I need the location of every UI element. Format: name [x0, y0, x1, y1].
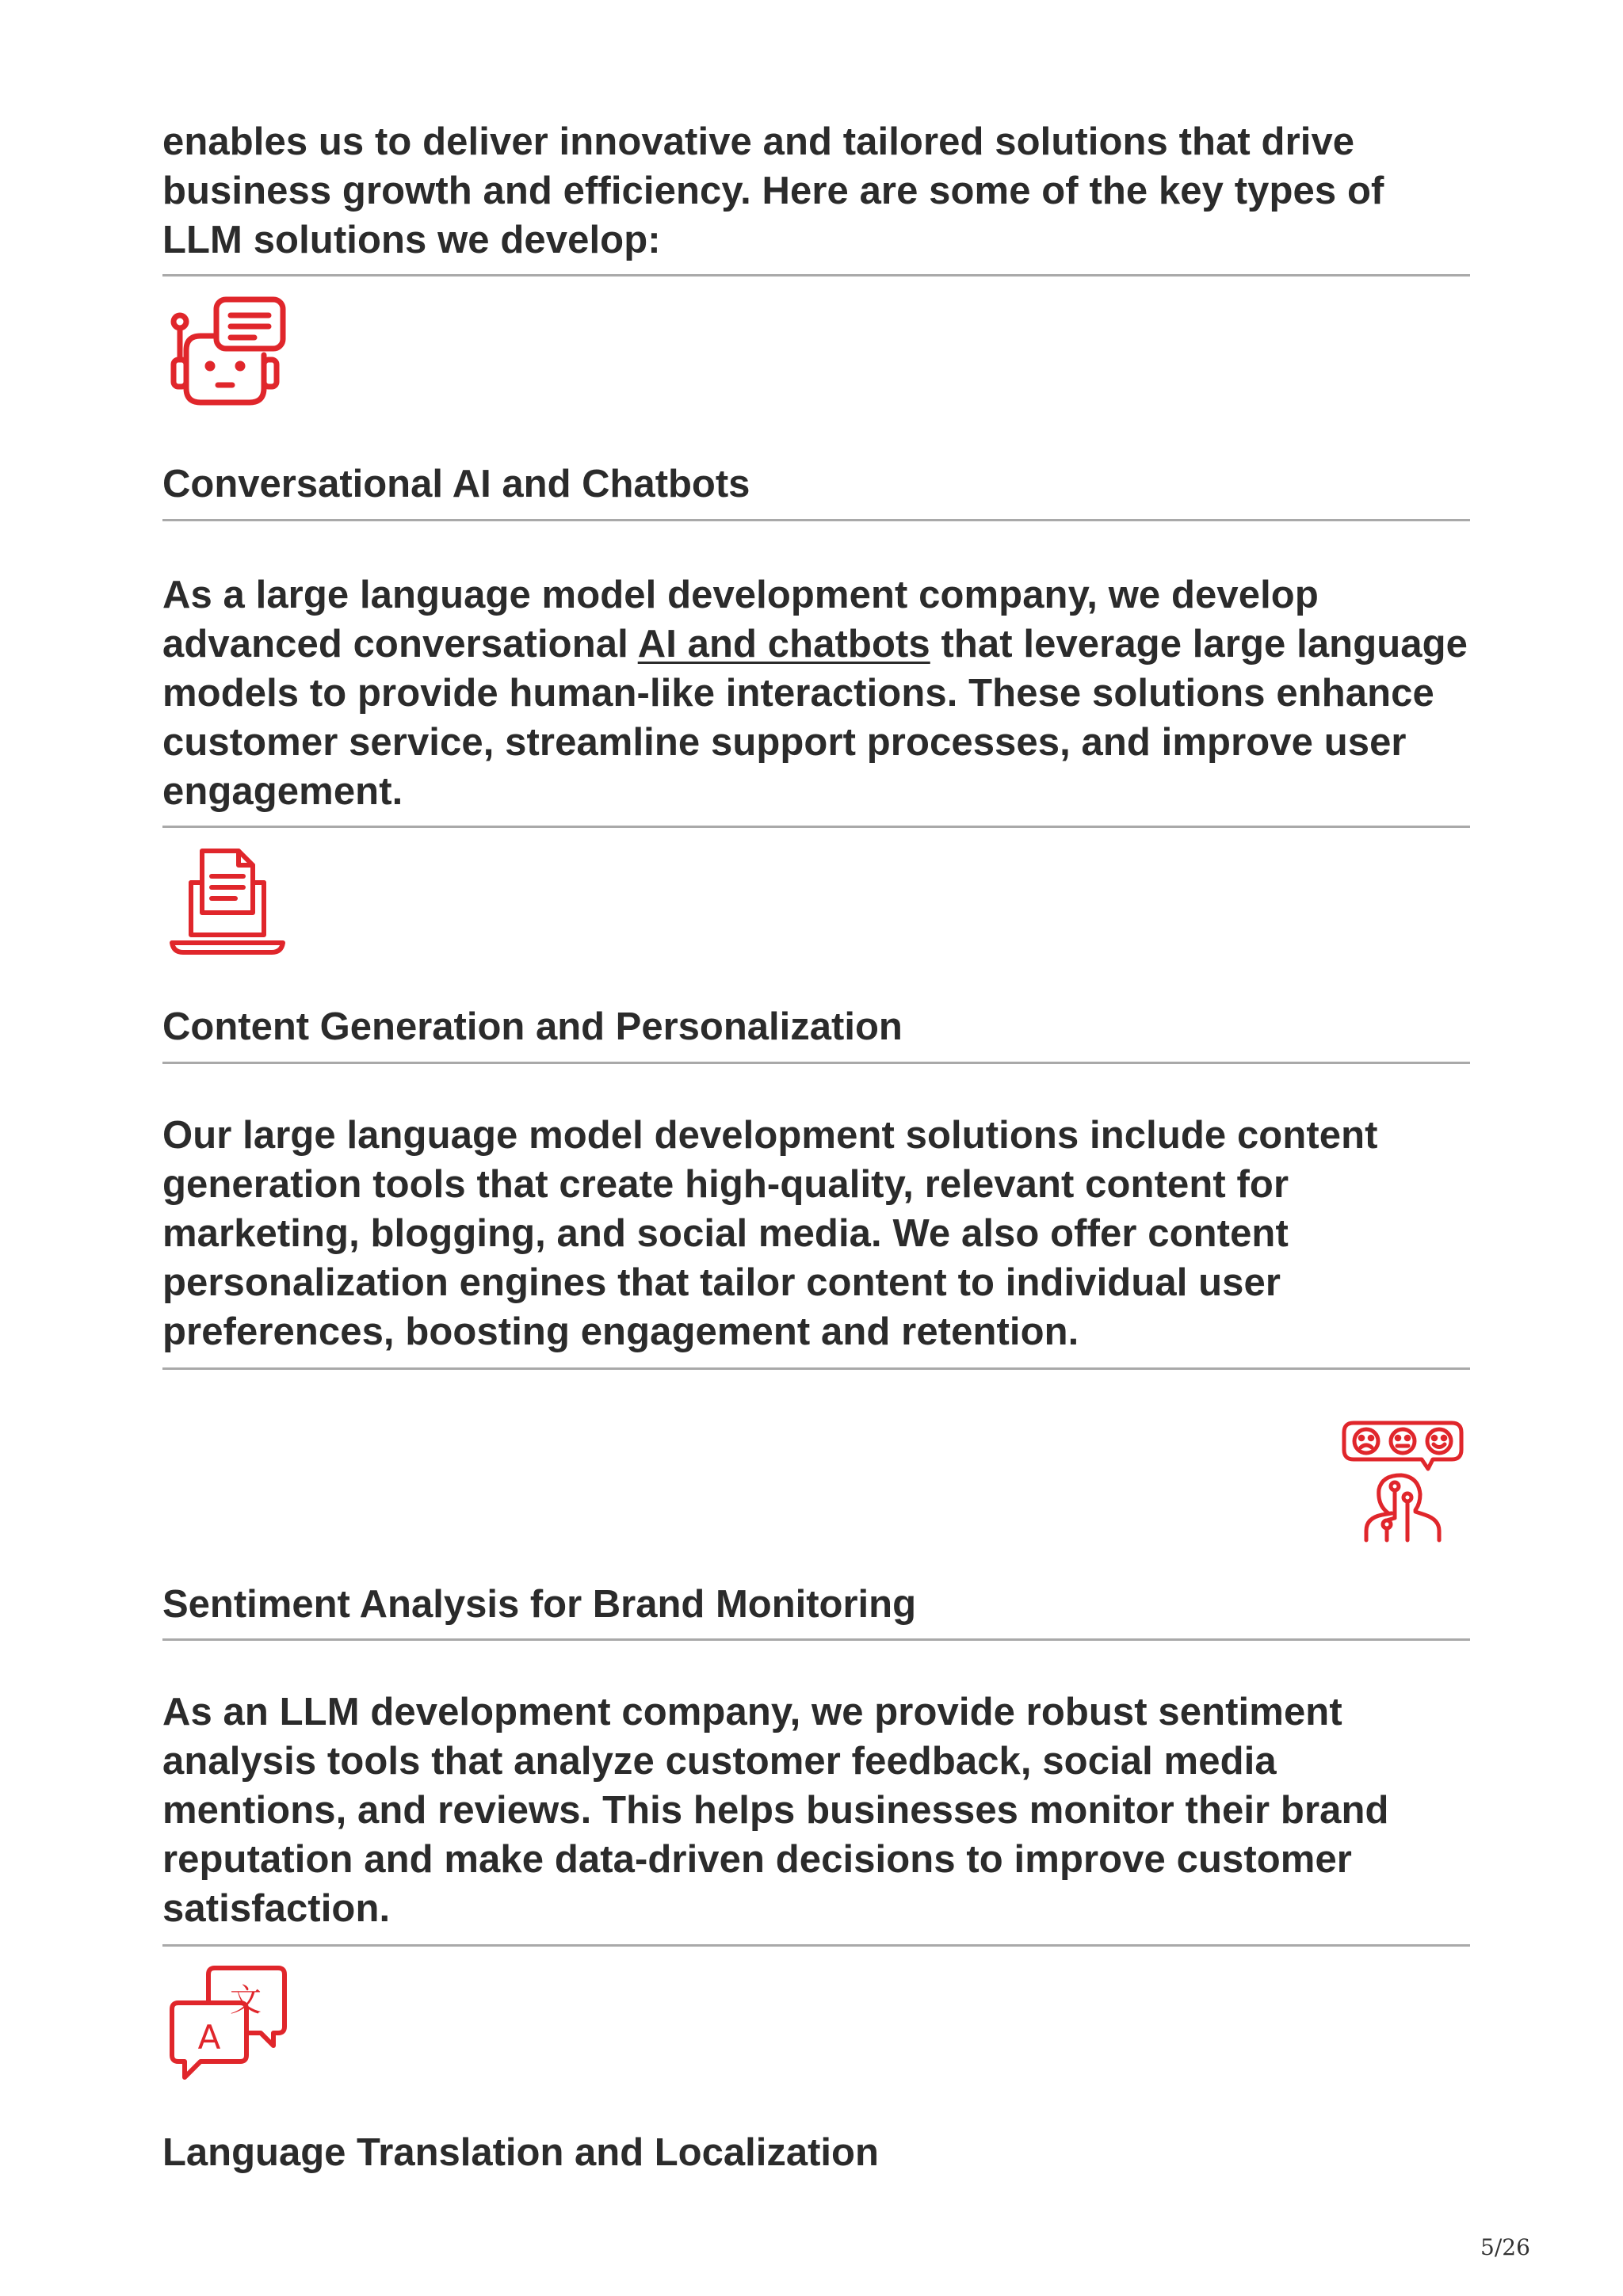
sentiment-faces-person-icon [1339, 1418, 1466, 1545]
body-text: As a large language model development company, we develop advanced conversational [162, 574, 1319, 666]
divider [162, 1062, 1470, 1064]
divider [162, 1638, 1470, 1641]
document-laptop-icon [162, 841, 289, 968]
divider [162, 1367, 1470, 1370]
section-body-chatbots [162, 570, 1470, 816]
section-body-sentiment-analysis: As an LLM development company, we provide robust sentiment analysis tools that analyze customer feedback, social media mentions, and reviews. This helps businesses monitor their brand reputation and make data-driven decisions to improve customer satisfaction. [162, 1691, 1389, 1930]
translation-glyph-b: 文 [230, 1982, 262, 2019]
divider [162, 826, 1470, 828]
section-title-content-generation: Content Generation and Personalization [162, 1005, 903, 1048]
page-number: 5/26 [1480, 2234, 1530, 2260]
section-title-language-translation: Language Translation and Localization [162, 2131, 879, 2174]
body-text: that leverage large language models to provide human-like interactions. These solutions enhance customer service, streamline support processes, and improve user engagement. [162, 623, 1468, 813]
divider [162, 1944, 1470, 1947]
section-title-chatbots: Conversational AI and Chatbots [162, 463, 750, 505]
translation-chat-icon [162, 1962, 289, 2088]
divider [162, 519, 1470, 521]
translation-glyph-a: A [197, 2018, 221, 2057]
intro-paragraph: enables us to deliver innovative and tailored solutions that drive business growth and efficiency. Here are some of the key types of LLM solutions we develop: [162, 120, 1384, 261]
divider [162, 274, 1470, 277]
chatbot-robot-icon [162, 292, 289, 418]
section-body-content-generation: Our large language model development solutions include content generation tools that create high-quality, relevant content for marketing, blogging, and social media. We also offer content personalization engines that tailor content to individual user preferences, boosting engagement and retention. [162, 1114, 1378, 1353]
ai-chatbots-link[interactable]: AI and chatbots [637, 623, 930, 666]
section-title-sentiment-analysis: Sentiment Analysis for Brand Monitoring [162, 1583, 917, 1626]
